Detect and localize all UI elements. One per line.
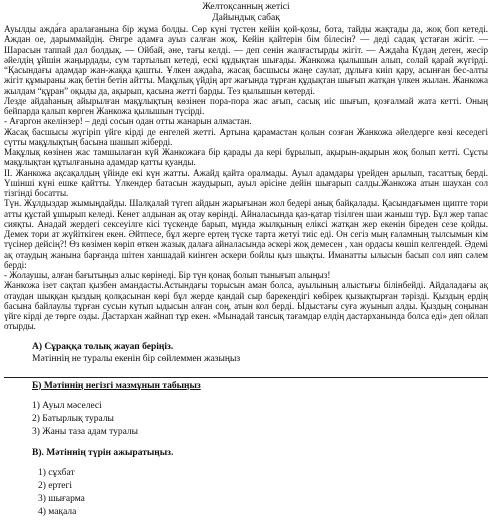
paragraph: Ауылды ажда́ға аралағанына бір жұма болды. Сөр күні түстен кейін қой-қозы, бота, тайды жақтады да, жоқ боп кетеді. Аждан ое, дарыммайдің. Әнгре адамға ауыз салған жоқ. Кейін қайтерін бім білесін? — деді садақ ұстаған жігіт. — Шарасын таппай дал болдық. — Ойбай, әне, тағы келді. — деп сенін жалғастырды жігіт. — Аждаһа Күдәң деген, жесір әйелдің ұйшін жаңырдады, сум тартылып кетеді, ескі құдықтан шығады. Жанкожа қылышын алып, солай қарай жүгірді. “Қасындағы адамдар жан-жаққа қашты. Ұлкен аждаһа, жасақ басшысы жаңе саулат, дұлыға киіп қару, асынған бес-алты жігіт құмыраны жақ бетін бетін айтты. Мақұлық үйдің арт жағында тұрған құдықтан шығып жатқан үлкен жылан. Жанкожа жылдам “құран” оқыды да, ақырып, қасына жетті барды. Тез қылышын көтерді. xyxy=(4,24,488,96)
story-text xyxy=(4,24,488,332)
task-c-options xyxy=(4,467,488,519)
task-a-instruction: Мәтіннің не туралы екенін бір сөйлеммен жазыңыз xyxy=(32,353,241,364)
page-subtitle: Дайындық сабақ xyxy=(212,13,280,23)
option-item[interactable]: 4) мақала xyxy=(38,506,77,517)
paragraph: II. Жанкожа ақсақалдың үйінде екі күн жатты. Ажайд қайта оралмады. Ауыл адамдары үрейден арылып, тасаттық берді. Үшінші күні ешке қайтты. Үлкендер батасын жаудырып, ауыл әрісіне дейін шығарып салды.Жанкожа атын шаухан сол тізгінді босатты. xyxy=(4,167,488,198)
paragraph: Түн. Жұлдыздар жымыңдайды. Шалқалай түгеп айдын жарығынан жол бедері анық байқалады. Қасындағымен щипте тори атты құстай ұшырып келеді. Кенет алдынан ақ отау көрінді. Айналасында қаз-қатар тізілген шаи жаныш түр. Бұл жер тапас сияқты. Анадай жердегі сексеуілге кісі түскенде барып, мұнда жылқының еліксі жатқан жер екенін біреден сезе қойды. Демек тори ат жүйіткіген екен. Әйтпесе, бұл жерге ертең түске тарта жетуі тиіс еді. Он сегіз мың ғаламның тылсымын кім түсінер дейсің?! Өз көзімен көріп өткен жазық далаға айналасында әскері жоқ демесен , хан ордасы көшіп келгендей. Әдемі ақ отаудың жанына барғанда шітен ханшадай киінген әскери бойлы қыз шықты. Иманатты ылысын басып сол ияп сәлем берді: xyxy=(4,198,488,270)
option-item[interactable]: 2) Батырлық туралы xyxy=(32,413,114,424)
option-item[interactable]: 1) сұхбат xyxy=(38,467,75,478)
task-b-heading: Б) Мәтіннің негізгі мазмұнын табыңыз xyxy=(32,380,201,391)
task-b xyxy=(4,377,488,439)
paragraph: Мақұлық көзінен жас тамшылаған күй Жанкожаға бір қарады да кері бұрылып, ақырын-ақырын жоқ болып кетті. Сұсты мақұлықтан құтылғанына адамдар қатты қуанды. xyxy=(4,147,488,168)
task-a xyxy=(4,341,488,365)
paragraph: - Ағаргон әкелінзер! – деді сосын одан отты жанарын алмастан. xyxy=(4,116,252,127)
paragraph: Лезде айдаһаның айырылған мақұлықтың көзінен пора-пора жас ағып, сасық иіс шығып, қозғалмай жата кетті. Оның бейпарда қалып көрген Жанкожа қылышын түсірді. xyxy=(4,95,488,116)
option-item[interactable]: 3) шығарма xyxy=(38,493,85,504)
task-c xyxy=(4,447,488,519)
option-item[interactable]: 1) Ауыл мәселесі xyxy=(32,400,102,411)
paragraph: Жасақ басшысы жүгіріп үйге кірді де енгелей жетті. Артына қарамастан қолын созған Жанкожа әйелдерге көзі кеседегі сүтты мақұлықтың басына шашып жіберді. xyxy=(4,126,488,147)
option-item[interactable]: 3) Жаны таза адам туралы xyxy=(32,426,139,437)
task-a-heading: А) Сұраққа толық жауап беріңіз. xyxy=(32,341,174,352)
task-b-options xyxy=(4,400,488,439)
paragraph: - Жолаушы, алған бағытыңыз алыс көрінеді. Бір түн қонақ болып тынығып алыңыз! xyxy=(4,270,331,280)
paragraph: Жанкожа ізет сақтап қызбен амандасты.Астындағы торысын аман болса, ауылының алыстығы білінбейді. Айдаладағы ақ отаудан шыққан қыздың қолқасынан көрі бұл жерде қандай сыр барекендігі көбірек қызықтырған тәрізді. Қыздың ердің басына байлаулы тұрған сусын күтып ыдысын алған соң, атын кол берді. Ыдыстағы суға жуынып алды. Қыздың соңынан үйге кірді де төрге озды. Дастархан жайнап тұр екен. «Мынадай тансық тағамдар елдің дастарханында болса еді» деп ойлап отырды. xyxy=(4,280,488,332)
page-title: Желтоқсанның жетісі xyxy=(202,2,290,12)
option-item[interactable]: 2) ертегі xyxy=(38,480,73,491)
task-c-heading: В). Мәтіннің түрін ажыратыңыз. xyxy=(32,447,174,458)
